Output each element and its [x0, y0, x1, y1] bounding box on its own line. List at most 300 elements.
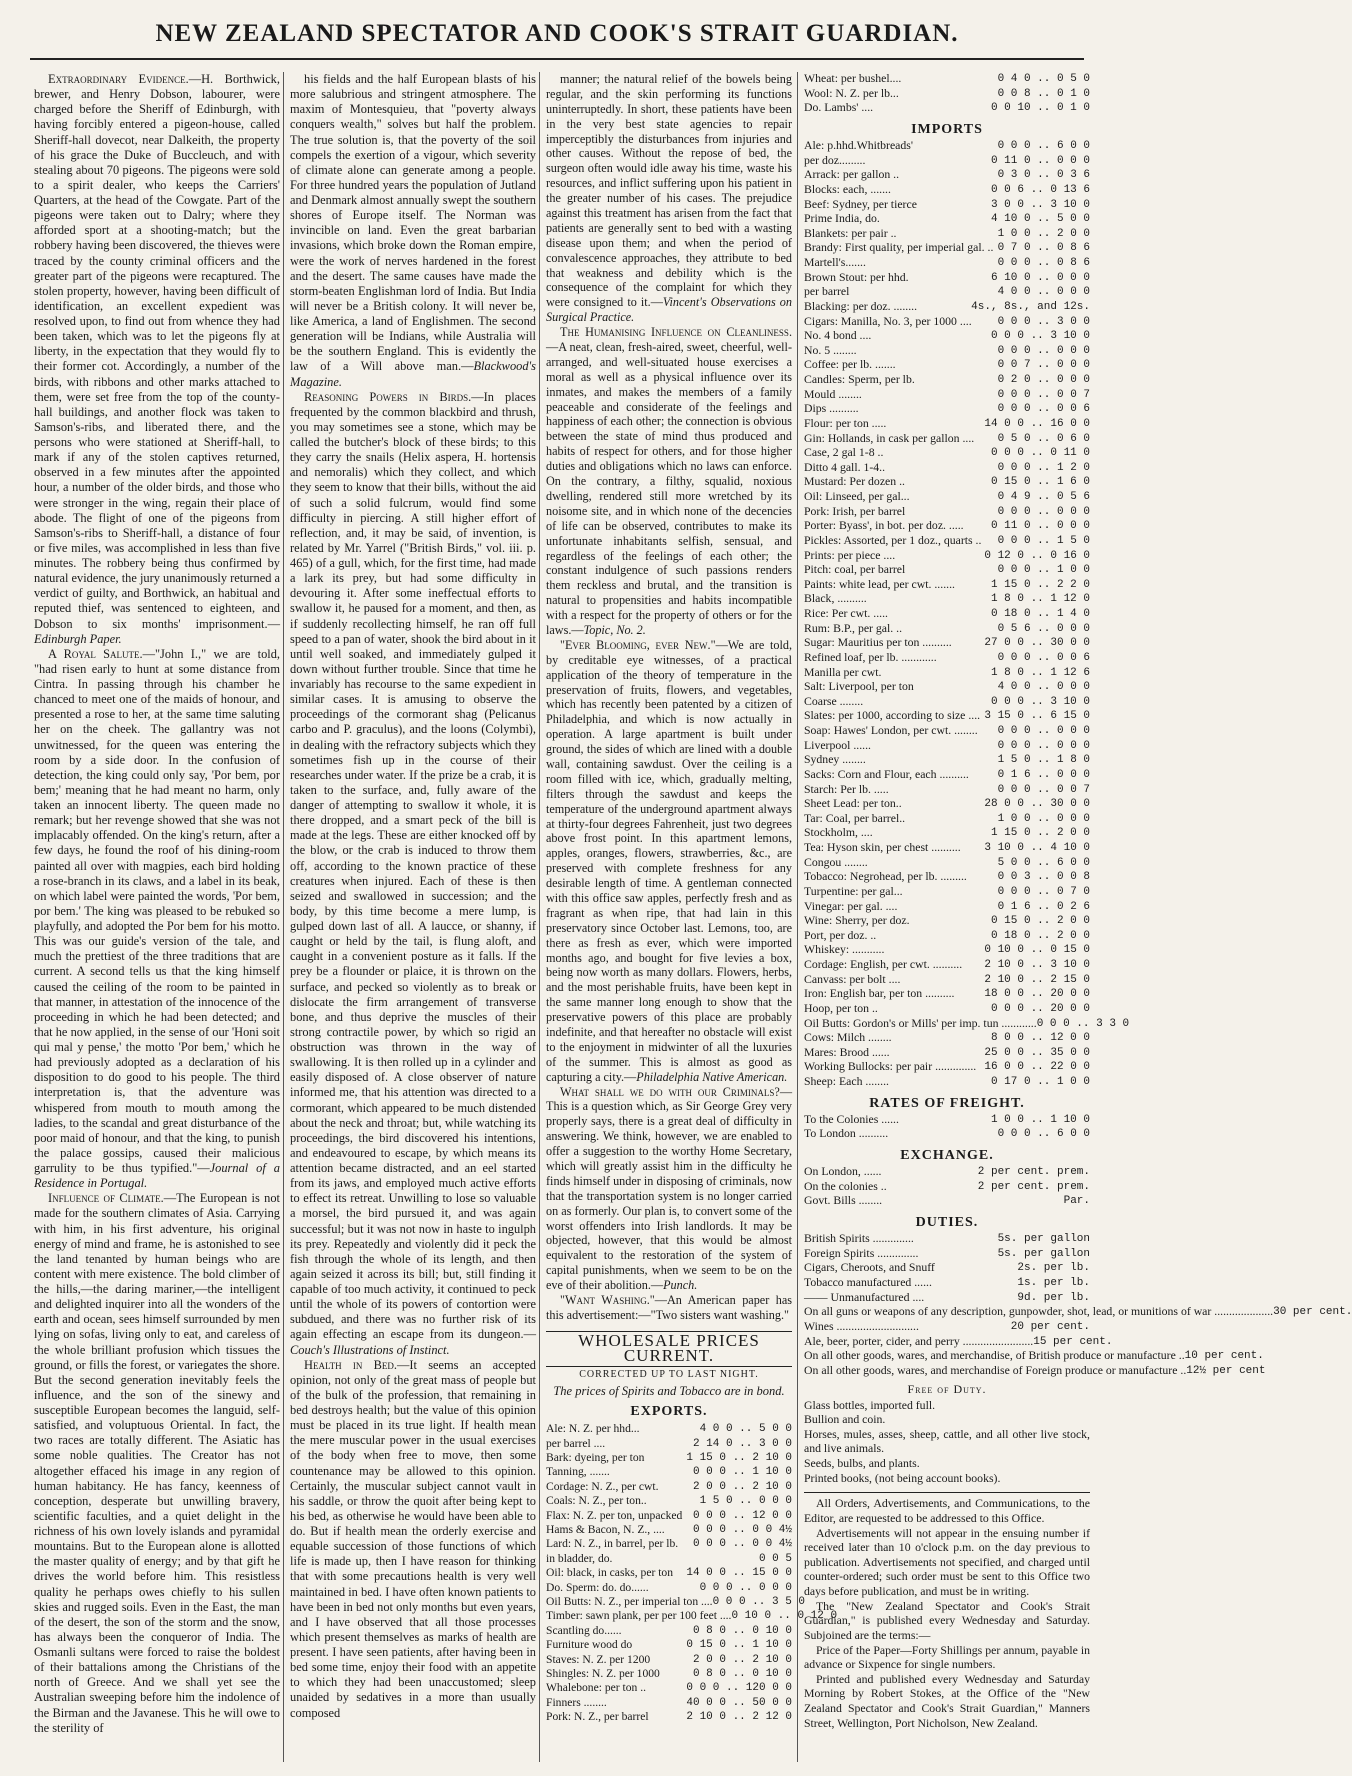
free-item: Horses, mules, asses, sheep, cattle, and all other live stock, and live animals. [804, 1427, 1090, 1456]
price-value: 2s. per lb. [1017, 1262, 1090, 1275]
price-row [804, 1046, 1090, 1061]
price-row [546, 1624, 792, 1638]
price-row [804, 651, 1090, 666]
price-row [546, 1437, 792, 1451]
price-item: Porter: Byass', in bot. per doz. ..... [804, 519, 964, 533]
price-value: 2 14 0 .. 3 0 0 [692, 1437, 792, 1450]
price-value: 0 0 0 .. 0 0 4½ [692, 1538, 792, 1551]
price-row [804, 432, 1090, 447]
free-of-duty-heading: Free of Duty. [907, 1382, 987, 1397]
price-item: Wine: Sherry, per doz. [804, 914, 910, 928]
free-item: Printed books, (not being account books). [804, 1471, 1001, 1485]
price-item: Cows: Milch ........ [804, 1031, 892, 1045]
price-value: 0 11 0 .. 0 0 0 [990, 154, 1090, 167]
price-item: Congou ........ [804, 855, 868, 869]
price-value: 0 0 0 .. 12 0 0 [692, 1509, 792, 1522]
price-row [804, 402, 1090, 417]
article-body: —A neat, clean, fresh-aired, sweet, cheerful, well-arranged, and well-situated house exercises a moral as well as a physical influence over its inmates, and makes the members of a family peaceable and considerate of the feelings and happiness of each other; the connection is obvious between the state of mind thus produced and habits of respect for others, and for those higher duties and obligations which no laws can enforce. On the contrary, a filthy, squalid, noxious dwelling, rendered still more wretched by its noisome site, and in which none of the decencies of life can be observed, contributes to make its unfortunate inhabitants selfish, sensual, and regardless of the feelings of each other; the constant indulgence of such passions renders them reckless and brutal, and the transition is natural to propensities and habits incompatible with a respect for the property of others or for the laws.— [546, 340, 792, 637]
price-row [804, 505, 1090, 520]
price-value: 0 0 0 .. 0 7 0 [997, 885, 1090, 898]
price-item: To London .......... [804, 1127, 889, 1141]
article-headline: The Humanising Influence on Cleanliness. [560, 325, 792, 340]
price-value: 0 0 0 .. 20 0 0 [990, 1002, 1090, 1015]
price-row [804, 344, 1090, 359]
price-item: Wheat: per bushel.... [804, 72, 902, 85]
price-value: 25 0 0 .. 35 0 0 [984, 1046, 1090, 1059]
article-body: manner; the natural relief of the bowels being regular, and the skin performing its functions uninterruptedly. In short, these patients have been in the very best state agencies to repair imperceptibly the disturbances from injuries and other causes. Without the repose of bed, the surgeon often would idle away his time, waste his resources, and inflict suffering upon his patient in the greater number of his cases. The prejudice against this treatment has arisen from the fact that patients are generally sent to bed with a wasting disease upon them; and when the period of convalescence approaches, they attribute to bed that weakness and debility which is the consequence of the complaint for which they were consigned to it.— [546, 72, 792, 310]
price-row [804, 1291, 1090, 1306]
price-row [546, 1566, 792, 1580]
price-row [804, 198, 1090, 213]
price-item: Pickles: Assorted, per 1 doz., quarts .. [804, 533, 982, 547]
price-row [546, 1537, 792, 1551]
price-value: 3 10 0 .. 4 10 0 [984, 842, 1090, 854]
price-value: 0 0 0 .. 1 10 0 [692, 1466, 792, 1479]
price-row [804, 1276, 1090, 1291]
price-row [804, 943, 1090, 958]
price-item: Black, .......... [804, 592, 867, 606]
price-row [804, 256, 1090, 271]
price-value: 0 0 0 .. 1 0 0 [997, 564, 1090, 577]
price-value: 0 8 0 .. 0 10 0 [692, 1624, 792, 1637]
article [546, 325, 792, 638]
price-value: 2 10 0 .. 2 15 0 [984, 973, 1090, 986]
notice: The "New Zealand Spectator and Cook's Strait Guardian," is published every Wednesday and Saturday. Subjoined are the terms:— [804, 1599, 1090, 1642]
price-item: Ale: N. Z. per hhd... [546, 1422, 640, 1436]
article [34, 647, 280, 1192]
price-value: 5 0 0 .. 6 0 0 [997, 856, 1090, 869]
price-value: Par. [1063, 1195, 1090, 1208]
price-row [804, 373, 1090, 388]
price-value: 0 11 0 .. 0 0 0 [990, 520, 1090, 533]
price-item: Hams & Bacon, N. Z., .... [546, 1523, 665, 1536]
article-source: Blackwood's Magazine. [290, 359, 536, 389]
price-row [804, 227, 1090, 242]
price-row [804, 1232, 1090, 1247]
column-2 [290, 72, 536, 1721]
wholesale-subtitle: The prices of Spirits and Tobacco are in bond. [553, 1384, 785, 1399]
price-item: Sheet Lead: per ton.. [804, 797, 902, 811]
price-value: 0 0 0 .. 3 5 0 [712, 1595, 805, 1608]
masthead: NEW ZEALAND SPECTATOR AND COOK'S STRAIT GUARDIAN. [155, 20, 959, 47]
price-value: 1 5 0 .. 1 8 0 [997, 754, 1090, 767]
price-value: 0 0 5 [758, 1552, 792, 1565]
price-value: 4 0 0 .. 0 0 0 [997, 286, 1090, 299]
price-item: Flax: N. Z. per ton, unpacked [546, 1508, 683, 1522]
article [34, 72, 280, 647]
price-row [804, 285, 1090, 300]
price-value: 0 15 0 .. 2 0 0 [990, 915, 1090, 928]
price-value: 0 0 0 .. 0 0 7 [997, 388, 1090, 401]
price-row [804, 139, 1090, 154]
price-row [804, 300, 1090, 315]
article-headline: Reasoning Powers in Birds. [304, 389, 472, 404]
freight-heading: RATES OF FREIGHT. [869, 1095, 1025, 1111]
price-row [804, 695, 1090, 710]
article-body: —"John I.," we are told, "had risen early to hunt at some distance from Cintra. In passing through his chamber he chanced to meet one of the maids of honour, and presented a rose to her, at the same time saluting her on the cheek. The gallantry was not unwitnessed, for the queen was entering the room by a side door. In the confusion of detection, the king could only say, 'Por bem, por bem;' meaning that he had meant no harm, only taken an innocent liberty. The queen made no remark; but her revenge showed that she was not implacably offended. On the king's return, after a few days, he found the roof of his dining-room painted all over with magpies, each bird holding a rose-branch in its claws, and a label in its beak, on which label were painted the words, 'Por bem, por bem.' The king was pleased to be rebuked so playfully, and adopted the Por bem for his motto. This was our guide's version of the tale, and much the prettiest of the three traditions that are current. A second tells us that the king himself caused the ceiling of the room to be painted in that manner, in attestation of the innocence of the proceeding in which he had been detected; and that he now applied, in the sense of our 'Honi soit qui mal y pense,' the motto 'Por bem,' which he had previously adopted as a declaration of his disposition to do good to his people. The third interpretation is, that the adventure was whispered from mouth to mouth among the ladies, to the scandal and great disturbance of the poor maid of honour, and that the king, to punish the palace gossips, caused their malicious garrulity to be thus typified."— [34, 646, 280, 1175]
price-row [546, 1581, 792, 1595]
notice: Price of the Paper—Forty Shillings per annum, payable in advance or Sixpence for single numbers. [804, 1643, 1090, 1672]
price-row [804, 1194, 1090, 1209]
price-value: 20 per cent. [1010, 1320, 1090, 1333]
price-row [804, 1113, 1090, 1128]
price-row [804, 856, 1090, 871]
price-value: 4s., 8s., and 12s. [971, 300, 1090, 313]
article-headline: Extraordinary Evidence. [48, 72, 189, 86]
price-item: Mould ........ [804, 387, 862, 401]
price-row [804, 739, 1090, 754]
price-item: Govt. Bills ........ [804, 1194, 883, 1208]
wholesale-title: WHOLESALE PRICES CURRENT. [546, 1331, 792, 1367]
price-item: Shingles: N. Z. per 1000 [546, 1666, 660, 1680]
price-row [804, 72, 1090, 87]
price-item: Soap: Hawes' London, per cwt. ........ [804, 724, 978, 737]
price-value: 4 0 0 .. 5 0 0 [699, 1423, 792, 1436]
price-value: 1 15 0 .. 2 0 0 [990, 827, 1090, 840]
price-value: 0 5 0 .. 0 6 0 [997, 432, 1090, 445]
price-row [546, 1710, 792, 1724]
price-value: 0 0 0 .. 6 0 0 [997, 140, 1090, 152]
price-value: 0 0 0 .. 3 0 0 [997, 315, 1090, 328]
column-3-articles [546, 72, 792, 1323]
price-item: Brandy: First quality, per imperial gal. .. [804, 241, 994, 255]
price-item: Martell's....... [804, 256, 866, 269]
price-item: Manilla per cwt. [804, 665, 882, 679]
duties-table [804, 1232, 1352, 1378]
price-value: 0 0 0 .. 0 0 0 [699, 1581, 792, 1594]
masthead-rule [30, 58, 1084, 60]
free-of-duty-list [804, 1399, 1090, 1487]
price-value: 0 0 3 .. 0 0 8 [997, 871, 1090, 884]
price-item: Oil: black, in casks, per ton [546, 1566, 674, 1580]
price-item: Working Bullocks: per pair .............. [804, 1060, 977, 1074]
price-item: Ale: p.hhd.Whitbreads' [804, 139, 913, 152]
price-value: 12½ per cent [1186, 1364, 1266, 1377]
price-row [804, 724, 1090, 739]
article-body: —H. Borthwick, brewer, and Henry Dobson, labourer, were charged before the Sheriff of Edinburgh, with having forcibly entered a pigeon-house, called Sheriff-hall dovecot, near Dalkeith, the property of his grace the Duke of Buccleuch, and with stealing about 70 pigeons. The pigeons were sold to a spirit dealer, who keeps the Carriers' Quarters, at the head of the Cowgate. Part of the pigeons were taken out to Dalry; where they afforded sport at a shooting-match; but the robbery having been discovered, the thieves were traced by the county criminal officers and the greater part of the pigeons were recaptured. The stolen property, however, having been difficult of identification, an excellent expedient was resolved upon, to find out from whence they had been taken, which was to let the pigeons fly at liberty, in the expectation that they would fly to their former cot. Accordingly, a number of the birds, with ribbons and other marks attached to them, were set free from the top of the county-hall buildings, and another flock was taken to Samson's-ribs, and liberated there, and the persons who were stationed at Sheriff-hall, to mark if any of the stolen captives returned, observed in a few minutes after the appointed hour, a number of the older birds, and those who were stronger in the wing, regain their place of abode. The flight of one of the pigeons from Samson's-ribs to Sheriff-hall, a distance of four or five miles, was accomplished in less than five minutes. The robbery being thus confirmed by natural evidence, the jury unanimously returned a verdict of guilty, and Borthwick, an habitual and reputed thief, was sentenced to eighteen, and Dobson to six months' imprisonment.— [34, 72, 281, 631]
notice: All Orders, Advertisements, and Communications, to the Editor, are requested to be addressed to this Office. [804, 1497, 1090, 1525]
article-source: Punch. [663, 1278, 698, 1293]
price-row [804, 154, 1090, 169]
price-value: 28 0 0 .. 30 0 0 [984, 798, 1090, 811]
price-item: British Spirits .............. [804, 1232, 914, 1246]
price-row [804, 768, 1090, 783]
column-divider [797, 72, 798, 1762]
price-row [804, 797, 1090, 812]
price-row [546, 1552, 792, 1566]
article [546, 72, 792, 325]
article [290, 1358, 536, 1721]
price-value: 0 4 0 .. 0 5 0 [997, 73, 1090, 85]
duties-heading: DUTIES. [915, 1215, 979, 1230]
price-value: 10 per cent. [1184, 1350, 1264, 1363]
imports-table [804, 139, 1130, 1090]
price-value: 0 0 0 .. 0 0 0 [997, 344, 1090, 357]
price-row [804, 490, 1090, 505]
article-body: his fields and the half European blasts of his more salubrious and stringent atmosphere. The maxim of Montesquieu, that "poverty always conquers wealth," solves but half the problem. The true solution is, that the poverty of the soil compels the exertion of a vigour, which severity of climate alone can generate among a people. For three hundred years the population of Jutland and Denmark almost annually swept the southern shores of Europe itself. The Norman was invincible on land. Even the great barbarian invasions, which broke down the Roman empire, were the work of nerves hardened in the forest and the desert. The same causes have made the storm-beaten Englishman lord of India. But India will never be a British colony. It will never be, like America, a land of Englishmen. The second generation will be Indians, while Australia will be the southern England. This is evidently the law of a Will above man.— [290, 72, 536, 374]
price-value: 2 0 0 .. 2 10 0 [692, 1480, 792, 1493]
price-item: Coals: N. Z., per ton.. [546, 1494, 647, 1508]
exchange-heading: EXCHANGE. [900, 1148, 994, 1163]
price-row [546, 1509, 792, 1523]
price-row [804, 1261, 1090, 1276]
price-row [546, 1465, 792, 1479]
article [290, 390, 536, 1358]
price-row [804, 358, 1090, 373]
price-row [546, 1422, 792, 1436]
price-item: Port, per doz. .. [804, 928, 877, 942]
price-row [546, 1696, 792, 1710]
article-headline: Influence of Climate. [48, 1191, 164, 1206]
price-value: 0 0 0 .. 3 10 0 [990, 330, 1090, 343]
price-item: per barrel [804, 285, 850, 299]
price-row [804, 973, 1090, 988]
price-item: Iron: English bar, per ton .......... [804, 987, 955, 1001]
price-item: On all other goods, wares, and merchandise of Foreign produce or manufacture .. [804, 1363, 1187, 1377]
price-value: 0 0 6 .. 0 13 6 [990, 183, 1090, 196]
price-row [804, 1349, 1264, 1364]
price-row [804, 987, 1090, 1002]
price-item: Furniture wood do [546, 1638, 633, 1652]
price-value: 0 0 0 .. 0 0 0 [997, 505, 1090, 518]
price-item: Slates: per 1000, according to size .... [804, 709, 981, 723]
article-body: —The European is not made for the southern climates of Asia. Carrying with him, in his first adventure, his original energy of mind and frame, he is astonished to see the land tenanted by human beings who are content with mere existence. The bold climber of the hills,—the daring mariner,—the intelligent and delighted inquirer into all the wonders of the earth and ocean, sees himself surrounded by men lying on sofas, living only to eat, and careless of the whole brilliant profusion which tissues the ground, or fills the forest, or variegates the shore. But the second generation inevitably feels the influence, and the son of the sinewy and susceptible European becomes the languid, self-satisfied, and voluptuous Oriental. In fact, the two races are totally different. The Asiatic has some noble qualities. The Creator has not altogether effaced his image in any region of human habitancy. He has fancy, keenness of conception, desperate but unwilling bravery, scientific faculties, and a quiet delight in the richness of his own lovely islands and pyramidal mountains. But to the European alone is allotted the master quality of energy; and by that gift he drives the world before him. This resistless quality he perhaps owes chiefly to his sullen skies and rugged soils. Even in the East, the man of the desert, the son of the storm and the snow, has always been the conqueror of India. The Osmanli sultans were forced to raise the boldest of their battalions among the Christians of the north of Greece. And we shall yet see the Australian sweeping before him the indolence of the Birman and the Javanese. This he will owe to the sterility of [34, 1191, 280, 1735]
price-item: Dips .......... [804, 402, 859, 416]
produce-table [804, 72, 1090, 116]
price-item: Lard: N. Z., in barrel, per lb. [546, 1537, 679, 1551]
price-value: 0 0 0 .. 0 0 6 [997, 403, 1090, 416]
price-item: in bladder, do. [546, 1551, 613, 1565]
price-item: Paints: white lead, per cwt. ....... [804, 577, 955, 591]
price-value: 0 0 0 .. 0 11 0 [990, 447, 1090, 460]
price-row [804, 534, 1090, 549]
price-row [804, 549, 1090, 564]
article-source: Topic, No. 2. [583, 622, 646, 637]
price-item: Pitch: coal, per barrel [804, 563, 906, 577]
price-value: 0 0 0 .. 1 2 0 [997, 461, 1090, 474]
price-row [804, 1305, 1352, 1320]
price-value: 0 15 0 .. 1 6 0 [990, 476, 1090, 489]
price-value: 15 per cent. [1033, 1335, 1113, 1348]
price-row [804, 183, 1090, 198]
price-item: Foreign Spirits .............. [804, 1246, 919, 1260]
price-row [804, 885, 1090, 900]
price-value: 0 0 0 .. 0 0 0 [997, 725, 1090, 737]
price-value: 0 0 0 .. 0 0 0 [997, 739, 1090, 752]
price-row [804, 563, 1090, 578]
price-row [804, 622, 1090, 637]
price-item: Cigars, Cheroots, and Snuff [804, 1261, 935, 1275]
price-item: Do. Sperm: do. do...... [546, 1580, 649, 1594]
price-value: 0 7 0 .. 0 8 6 [997, 242, 1090, 255]
price-row [804, 1180, 1090, 1195]
article-body: —It seems an accepted opinion, not only of the great mass of people but of the bulk of the profession, that remaining in bed destroys health; but the value of this opinion must be placed in its true light. If health mean the mere muscular power in the usual exercises of the body when free to move, then some countenance may be allowed to this opinion. Certainly, the muscular subject cannot vault in his saddle, or throw the quoit after being kept to his bed, as otherwise he would have been able to do. But if health mean the orderly exercise and equable succession of those functions of which life is made up, then I have reason for thinking that with some precautions health is very well maintained in bed. I have often known patients to have been in bed not only months but even years, and I have observed that all those processes which present themselves as marks of health are present. I have seen patients, after having been in bed some time, enjoy their food with an appetite to which they had been unaccustomed; sleep unaided by sedatives in a more than usually composed [290, 1357, 537, 1720]
price-value: 2 10 0 .. 3 10 0 [984, 959, 1090, 971]
price-row [804, 1247, 1090, 1262]
price-row [804, 461, 1090, 476]
price-row [804, 1060, 1090, 1075]
price-value: 0 4 9 .. 0 5 6 [997, 491, 1090, 503]
price-row [804, 101, 1090, 116]
price-value: 0 18 0 .. 1 4 0 [990, 608, 1090, 620]
price-value: 3 0 0 .. 3 10 0 [990, 198, 1090, 211]
price-row [804, 1320, 1090, 1335]
price-row [546, 1667, 792, 1681]
price-row [546, 1451, 792, 1465]
price-item: Whiskey: ........... [804, 943, 885, 957]
price-value: 1 15 0 .. 2 2 0 [990, 578, 1090, 591]
price-row [546, 1609, 838, 1623]
exports-heading: EXPORTS. [630, 1404, 708, 1420]
price-item: Case, 2 gal 1-8 .. [804, 446, 884, 460]
price-item: Cordage: N. Z., per cwt. [546, 1479, 659, 1493]
price-item: Wool: N. Z. per lb... [804, 86, 899, 100]
price-item: Blocks: each, ....... [804, 182, 891, 196]
price-row [804, 329, 1090, 344]
price-row [804, 1075, 1090, 1090]
price-item: Tea: Hyson skin, per chest .......... [804, 841, 961, 854]
article-body: —In places frequented by the common blackbird and thrush, you may sometimes see a stone, which may be called the butcher's block of these birds; to this they carry the snails (Helix aspera, H. hortensis and nemoralis) which they collect, and which they seem to know that their bills, without the aid of such a solid fulcrum, would find some difficulty in piercing. A still higher effort of reflection, and, it may be said, of invention, is related by Mr. Yarrel ("British Birds," vol. iii. p. 465) of a gull, which, for the first time, had made a lark its prey, but had some difficulty in devouring it. After some ineffectual efforts to swallow it, he paused for a moment, and then, as if suddenly recollecting himself, he ran off full speed to a pan of water, shook the bird about in it until well soaked, and immediately gulped it down without further trouble. Since that time he invariably has recourse to the same expedient in similar cases. It is amusing to observe the proceedings of the cormorant shag (Pelicanus carbo and P. graculus), and the loons (Colymbi), in dealing with the refractory subjects which they sometimes fish up in the course of their researches under water. If the prize be a crab, it is taken to the surface, and, fully aware of the danger of attempting to swallow it whole, it is there dropped, and a smart peck of the bill is made at the legs. These are either knocked off by the blow, or the crab is induced to throw them off, according to the known practice of these creatures when injured. Each of these is then seized and swallowed in succession; and the body, by this time become a mere lump, is gulped down last of all. A laucce, or shanny, if caught or held by the tail, is flung aloft, and caught in a convenient posture as it falls. If the prey be a flounder or plaice, it is thrown on the surface, and pecked so violently as to break or dislocate the firm arrangement of transverse bone, and thus deprive the muscles of their strong contractile power, by which so rigid an obstruction was thrown in the way of swallowing. It is then rolled up in a cylinder and easily disposed of. A close observer of nature informed me, that his attention was directed to a cormorant, which appeared to be much distended about the neck and throat; but, while watching its proceedings, the bird discovered his intentions, and endeavoured to escape, by which means its attention became distracted, and an eel started from its jaws, and employed much active efforts to effect its retreat. Unwilling to lose so valuable a morsel, the bird pursued it, and was again successful; but it was not now in haste to ingulph its prey. Repeatedly and violently did it peck the fish through the whole of its length, and then again seized it across its bill; but, still finding it capable of too much activity, it continued to peck until the whole of its powers of contortion were subdued, and there was no further risk of its again effecting an escape from its dungeon.— [290, 389, 536, 1342]
imports-heading: IMPORTS [911, 121, 983, 137]
price-value: 2 0 0 .. 2 10 0 [692, 1653, 792, 1666]
price-item: Tanning, ....... [546, 1465, 610, 1479]
price-value: 0 18 0 .. 2 0 0 [990, 929, 1090, 942]
price-item: Vinegar: per gal. .... [804, 899, 898, 913]
price-item: Prints: per piece .... [804, 548, 896, 562]
price-item: Hoop, per ton .. [804, 1001, 878, 1015]
price-item: Timber: sawn plank, per per 100 feet .... [546, 1609, 732, 1623]
price-row [804, 1127, 1090, 1142]
price-row [804, 900, 1090, 915]
price-row [804, 666, 1090, 681]
article-body: —This is a question which, as Sir George Grey very properly says, there is a great deal of difficulty in answering. We think, however, we are enabled to offer a suggestion to the worthy Home Secretary, which will greatly assist him in the difficulty he finds himself under in disposing of criminals, now that the transportation system is no longer carried on as formerly. Our plan is, to convert some of the worst offenders into Irish landlords. It may be objected, however, that this would be almost equivalent to the restoration of the system of capital punishments, when we seem to be on the eve of their abolition.— [546, 1084, 792, 1293]
price-value: 0 15 0 .. 1 10 0 [686, 1639, 792, 1652]
price-item: Beef: Sydney, per tierce [804, 197, 917, 211]
price-value: 2 per cent. prem. [977, 1166, 1090, 1179]
price-item: Coffee: per lb. ....... [804, 358, 896, 372]
price-value: 0 0 0 .. 1 5 0 [997, 534, 1090, 547]
price-row [804, 709, 1090, 724]
free-item: Glass bottles, imported full. [804, 1398, 936, 1412]
price-row [804, 87, 1090, 102]
price-value: 16 0 0 .. 22 0 0 [984, 1061, 1090, 1074]
price-item: No. 5 ........ [804, 343, 857, 357]
price-value: 0 1 6 .. 0 2 6 [997, 900, 1090, 913]
article-source: Vincent's Observations on Surgical Practice. [546, 295, 792, 325]
price-item: Rum: B.P., per gal. .. [804, 621, 903, 635]
price-value: 0 8 0 .. 0 10 0 [692, 1667, 792, 1680]
price-item: To the Colonies ...... [804, 1112, 899, 1126]
article-source: Edinburgh Paper. [34, 631, 122, 646]
price-value: 8 0 0 .. 12 0 0 [990, 1032, 1090, 1045]
price-row [546, 1494, 792, 1508]
price-value: 0 0 0 .. 3 3 0 [1036, 1017, 1130, 1030]
price-row [804, 783, 1090, 798]
article-headline: "Want Washing." [560, 1293, 655, 1308]
article-source: Couch's Illustrations of Instinct. [290, 1342, 450, 1357]
free-item: Seeds, bulbs, and plants. [804, 1457, 920, 1470]
price-value: 0 0 0 .. 0 0 4½ [692, 1524, 792, 1536]
price-value: 1 15 0 .. 2 10 0 [686, 1452, 792, 1465]
column-1 [34, 72, 280, 1736]
free-item: Bullion and coin. [804, 1413, 886, 1427]
price-item: Flour: per ton ..... [804, 416, 887, 430]
price-value: 1 8 0 .. 1 12 0 [990, 593, 1090, 606]
price-value: 6 10 0 .. 0 0 0 [990, 271, 1090, 284]
price-item: Cigars: Manilla, No. 3, per 1000 .... [804, 314, 972, 328]
price-item: Wines ............................ [804, 1319, 919, 1333]
price-value: 40 0 0 .. 50 0 0 [686, 1696, 792, 1709]
price-item: —— Unmanufactured .... [804, 1290, 925, 1304]
price-item: Candles: Sperm, per lb. [804, 373, 915, 386]
price-value: 9d. per lb. [1017, 1291, 1090, 1304]
price-value: 0 0 10 .. 0 1 0 [990, 102, 1090, 115]
price-value: 0 0 8 .. 0 1 0 [997, 87, 1090, 100]
price-row [546, 1594, 805, 1609]
price-row [804, 607, 1090, 622]
price-row [804, 168, 1090, 183]
price-value: 0 1 6 .. 0 0 0 [997, 768, 1090, 781]
price-value: 0 0 0 .. 0 8 6 [997, 257, 1090, 269]
price-row [804, 592, 1090, 607]
price-item: per barrel .... [546, 1436, 606, 1450]
article-headline: "Ever Blooming, ever New." [560, 637, 716, 652]
price-row [804, 578, 1090, 593]
price-row [546, 1681, 792, 1695]
article-body: —An American paper has this advertisement:—"Two sisters want washing." [546, 1293, 792, 1322]
price-item: Oil: Linseed, per gal... [804, 490, 910, 503]
price-value: 0 10 0 .. 0 15 0 [984, 944, 1090, 957]
article-headline: Health in Bed. [304, 1357, 397, 1372]
price-value: 0 0 0 .. 6 0 0 [997, 1128, 1090, 1141]
price-item: Whalebone: per ton .. [546, 1681, 646, 1695]
price-row [804, 826, 1090, 841]
price-item: Stockholm, .... [804, 826, 873, 840]
publisher-notices [804, 1492, 1090, 1731]
price-item: On London, ...... [804, 1165, 882, 1179]
price-value: 0 2 0 .. 0 0 0 [997, 374, 1090, 386]
price-item: Sugar: Mauritius per ton .......... [804, 636, 952, 650]
price-value: 2 per cent. prem. [977, 1180, 1090, 1193]
wholesale-corrected: CORRECTED UP TO LAST NIGHT. [579, 1368, 759, 1380]
price-value: 0 3 0 .. 0 3 6 [997, 169, 1090, 182]
price-item: Turpentine: per gal... [804, 884, 903, 898]
article [34, 1191, 280, 1736]
price-item: Ale, beer, porter, cider, and perry ........................ [804, 1334, 1034, 1348]
price-value: 1 0 0 .. 1 10 0 [990, 1113, 1090, 1126]
price-row [804, 1165, 1090, 1180]
price-item: Bark: dyeing, per ton [546, 1451, 645, 1465]
price-row [546, 1523, 792, 1537]
price-value: 27 0 0 .. 30 0 0 [984, 637, 1090, 650]
price-item: Oil Butts: Gordon's or Mills' per imp. tun ............ [804, 1016, 1037, 1030]
price-item: On the colonies .. [804, 1179, 887, 1193]
article-source: Journal of a Residence in Portugal. [34, 1161, 280, 1191]
price-item: Sydney ........ [804, 753, 866, 767]
price-item: Gin: Hollands, in cask per gallon .... [804, 431, 975, 445]
price-value: 0 0 0 .. 0 0 6 [997, 651, 1090, 664]
price-row [804, 446, 1090, 461]
price-value: 14 0 0 .. 15 0 0 [686, 1567, 792, 1580]
price-value: 18 0 0 .. 20 0 0 [984, 988, 1090, 1001]
column-4 [804, 72, 1352, 1731]
price-row [804, 870, 1090, 885]
price-value: 5s. per gallon [997, 1233, 1090, 1246]
article [546, 638, 792, 1085]
price-row [804, 1334, 1113, 1350]
price-item: Finners ........ [546, 1695, 607, 1709]
price-row [804, 519, 1090, 534]
